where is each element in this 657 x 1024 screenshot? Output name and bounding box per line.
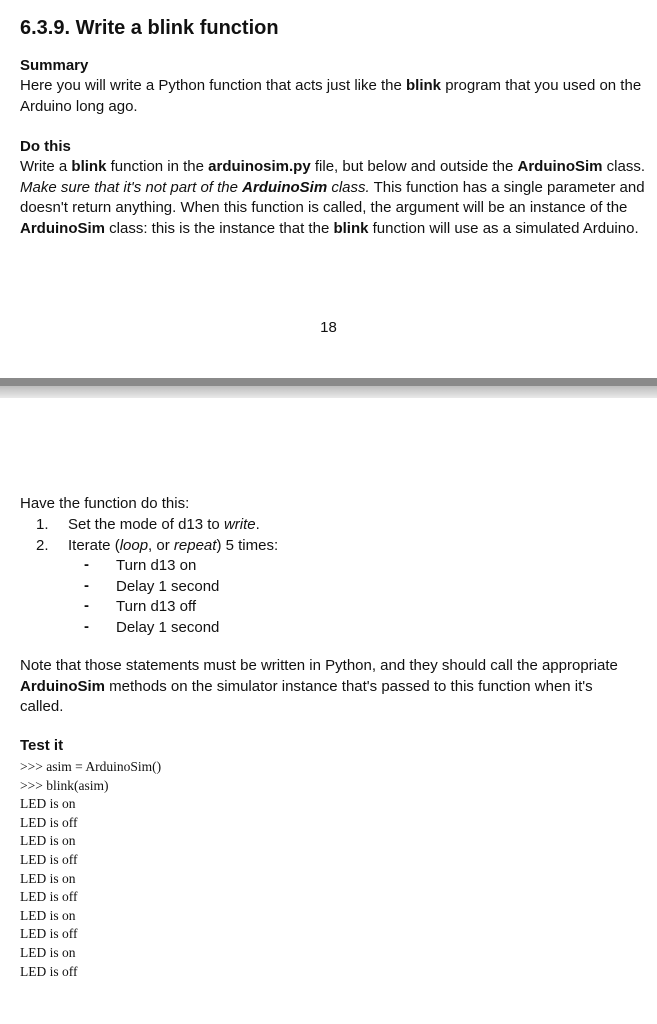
sub-step-item: - Turn d13 on xyxy=(84,556,197,574)
test-output xyxy=(20,758,161,981)
test-line: LED is off xyxy=(20,851,78,867)
do-this-heading: Do this xyxy=(20,138,71,155)
test-line: LED is on xyxy=(20,870,76,886)
steps-intro: Have the function do this: xyxy=(20,495,190,512)
test-line: LED is off xyxy=(20,814,78,830)
step-item: 1. Set the mode of d13 to write. xyxy=(36,516,260,533)
test-line: LED is on xyxy=(20,833,76,849)
test-line: LED is on xyxy=(20,796,76,812)
test-line: LED is on xyxy=(20,907,76,923)
section-title: 6.3.9. Write a blink function xyxy=(20,17,279,39)
do-this-paragraph: Write a blink function in the arduinosim.py file, but below and outside the ArduinoSim class. Make sure that it's not part of the ArduinoSim class. This function has a single parameter and doesn't return anything. When this function is called, the argument will be an instance of the ArduinoSim class: this is the instance that the blink function will use as a simulated Arduino. xyxy=(20,158,646,237)
page-number: 18 xyxy=(320,319,337,336)
note-paragraph: Note that those statements must be written in Python, and they should call the appropriate ArduinoSim methods on the simulator instance that's passed to this function when it's called. xyxy=(20,657,618,715)
sub-step-item: - Delay 1 second xyxy=(84,576,220,595)
page-separator xyxy=(0,378,657,398)
summary-heading: Summary xyxy=(20,57,89,74)
page-19 xyxy=(0,398,657,1024)
sub-step-item: - Delay 1 second xyxy=(84,617,220,636)
test-line: LED is on xyxy=(20,944,76,960)
page-18 xyxy=(0,0,657,378)
test-line: LED is off xyxy=(20,889,78,905)
test-line: LED is off xyxy=(20,963,78,979)
test-line: >>> blink(asim) xyxy=(20,777,109,793)
step-item: 2. Iterate (loop, or repeat) 5 times: xyxy=(36,536,279,554)
summary-paragraph: Here you will write a Python function that acts just like the blink program that you used on the Arduino long ago. xyxy=(20,77,642,115)
test-line: >>> asim = ArduinoSim() xyxy=(20,759,162,774)
sub-steps-list xyxy=(20,556,219,638)
test-line: LED is off xyxy=(20,926,78,942)
test-heading: Test it xyxy=(20,737,64,754)
sub-step-item: - Turn d13 off xyxy=(84,597,197,615)
steps-list xyxy=(20,515,278,556)
